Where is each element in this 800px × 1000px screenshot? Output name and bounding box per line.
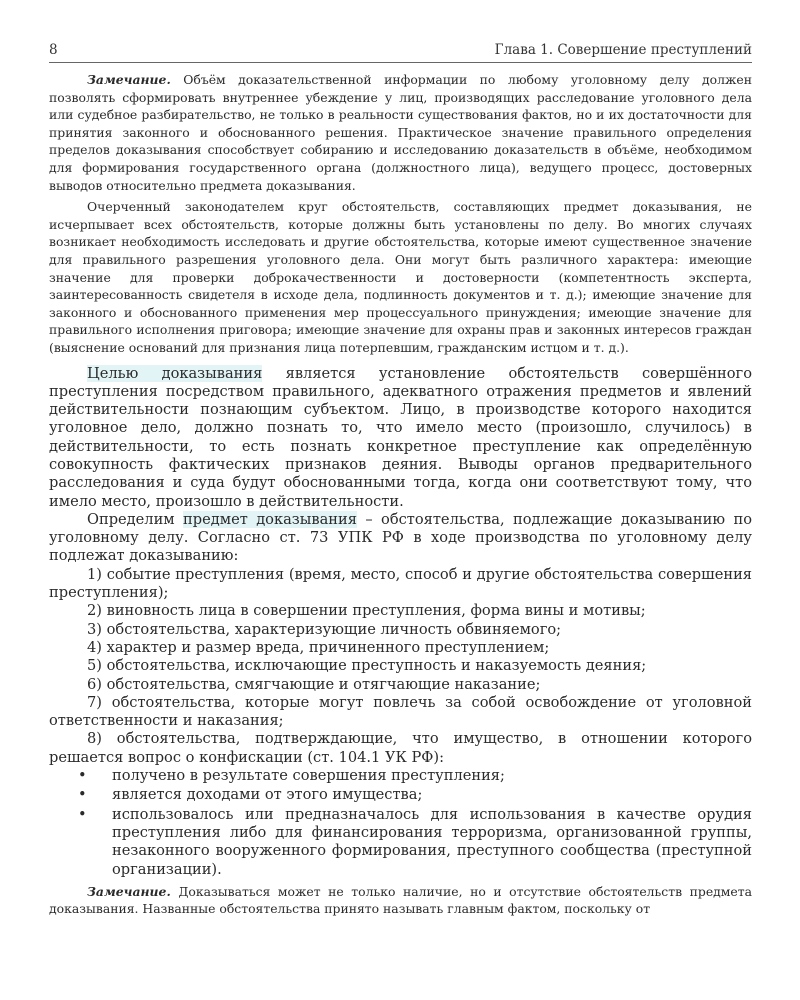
goal-term: Целью доказывания [87,364,263,382]
remark-text-2: Доказываться может не только наличие, но и отсутствие обстоятельств предмета доказывания. Названные обстоятельства принято называть главным фактом, поскольку от [49,883,752,917]
goal-paragraph [49,365,752,511]
running-header [49,40,752,63]
remark-label-2: Замечание. [87,883,171,899]
subject-text: – обстоятельства, подлежащие доказыванию по уголовному делу. Согласно ст. 73 УПК РФ в ходе производства по уголовному делу подлежат доказыванию: [49,510,752,565]
small-text-block [49,71,752,357]
circumstances-paragraph: Очерченный законодателем круг обстоятельств, составляющих предмет доказывания, не исчерпывает всех обстоятельств, которые должны быть установлены по делу. Во многих случаях возникает необходимость исследовать и другие обстоятельства, которые имеют существенное значение для правильного разрешения уголовного дела. Они могут быть различного характера: имеющие значение для проверки доброкачественности и достоверности (компетентность эксперта, заинтересованность свидетеля в исходе дела, подлинность документов и т. д.); имеющие значение для законного и обоснованного применения мер процессуального принуждения; имеющие значение для правильного исполнения приговора; имеющие значение для охраны прав и законных интересов граждан (выяснение оснований для признания лица потерпевшим, гражданским истцом и т. д.). [49,199,752,355]
list-item-6: 6) обстоятельства, смягчающие и отягчающие наказание; [87,675,541,693]
subject-term: предмет доказывания [183,510,357,528]
bullet-icon: • [78,767,87,785]
bullet-item: • использовалось или предназначалось для использования в качестве орудия преступления либо для финансирования терроризма, организованной группы, незаконного вооруженного формирования, преступного сообщества (преступной организации). [78,805,752,878]
page-number: 8 [49,42,58,58]
remark-label: Замечание. [87,72,171,87]
bullet-icon: • [78,786,87,804]
bullet-icon: • [78,805,87,823]
subject-prefix: Определим [87,510,184,528]
final-remark-block [49,883,752,918]
list-item-2: 2) виновность лица в совершении преступления, форма вины и мотивы; [87,602,646,620]
bullet-item: • является доходами от этого имущества; [78,786,423,804]
chapter-title: Глава 1. Совершение преступлений [494,42,752,58]
subject-paragraph [49,511,752,566]
list-item-7: 7) обстоятельства, которые могут повлечь за собой освобождение от уголовной ответственности и наказания; [49,693,752,730]
bullet-list [49,767,752,879]
list-item-8: 8) обстоятельства, подтверждающие, что имущество, в отношении которого решается вопрос о конфискации (ст. 104.1 УК РФ): [49,730,752,766]
book-page [49,40,752,918]
remark-paragraph-2 [49,883,752,918]
remark-paragraph [49,71,752,194]
bullet-item: • получено в результате совершения преступления; [78,767,505,785]
remark-text: Объём доказательственной информации по любому уголовному делу должен позволять сформировать внутреннее убеждение у лиц, производящих расследование уголовного дела или судебное разбирательство, не только в реальности существования фактов, но и их достаточности для принятия законного и обоснованного решения. Практическое значение правильного определения пределов доказывания способствует собиранию и исследованию доказательств в объёме, необходимом для формирования государственного органа (должностного лица), ведущего процесс, достоверных выводов относительно предмета доказывания. [49,72,752,193]
main-text-block [49,365,752,879]
goal-text: является установление обстоятельств совершённого преступления посредством правильного, адекватного отражения предметов и явлений действительности познающим субъектом. Лицо, в производстве которого находится уголовное дело, должно познать то, что имело место (произошло, случилось) в действительности, то есть познать конкретное преступление как определённую совокупность фактических признаков деяния. Выводы органов предварительного расследования и суда будут обоснованными тогда, когда они соответствуют тому, что имело место, произошло в действительности. [49,364,752,510]
list-item-4: 4) характер и размер вреда, причиненного преступлением; [87,638,550,656]
list-item-1: 1) событие преступления (время, место, способ и другие обстоятельства совершения преступления); [49,565,752,602]
list-item-5: 5) обстоятельства, исключающие преступность и наказуемость деяния; [87,657,647,675]
list-item-3: 3) обстоятельства, характеризующие личность обвиняемого; [87,620,562,638]
